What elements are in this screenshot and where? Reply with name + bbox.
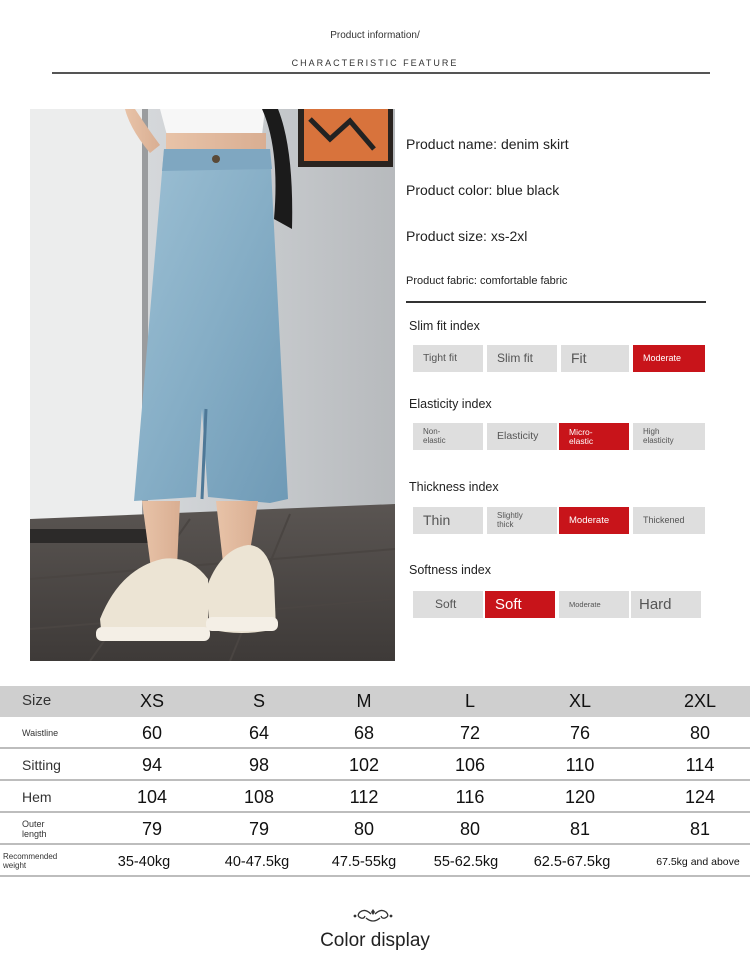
row-label: Hem xyxy=(22,788,52,805)
table-cell: 124 xyxy=(684,787,716,807)
scale-option: Tight fit xyxy=(413,345,483,372)
row-label: Sitting xyxy=(22,756,61,773)
row-label: Recommended weight xyxy=(3,851,58,870)
scale-option: Thin xyxy=(413,507,483,534)
table-cell: 94 xyxy=(141,755,163,775)
table-cell: 80 xyxy=(689,723,711,743)
header-divider xyxy=(52,72,710,74)
scale-option-selected: Micro- elastic xyxy=(559,423,629,450)
product-fabric: Product fabric: comfortable fabric xyxy=(406,275,568,287)
table-cell: 68 xyxy=(353,723,375,743)
table-cell: 79 xyxy=(141,819,163,839)
table-cell: 76 xyxy=(569,723,591,743)
info-divider xyxy=(406,301,706,303)
table-cell: 112 xyxy=(349,787,379,807)
table-cell: 104 xyxy=(136,787,168,807)
scale-option: Non- elastic xyxy=(413,423,483,450)
scale-option: High elasticity xyxy=(633,423,705,450)
thickness-index-title: Thickness index xyxy=(409,480,499,494)
table-row xyxy=(0,814,750,845)
table-cell: 40-47.5kg xyxy=(224,853,290,870)
flourish-ornament-icon xyxy=(352,906,394,924)
table-row xyxy=(0,846,750,877)
section-title: Product information/ xyxy=(330,30,420,41)
scale-option: Elasticity xyxy=(487,423,557,450)
table-cell: 116 xyxy=(455,787,485,807)
scale-option: Hard xyxy=(631,591,701,618)
color-display-title: Color display xyxy=(320,930,430,951)
table-cell: 80 xyxy=(353,819,375,839)
table-cell: 106 xyxy=(454,755,486,775)
product-name: Product name: denim skirt xyxy=(406,136,569,152)
row-label: Outer length xyxy=(22,818,47,839)
table-header-cell: XL xyxy=(568,691,592,711)
thickness-index-scale xyxy=(413,507,705,534)
softness-index-scale xyxy=(413,591,705,618)
table-cell: 80 xyxy=(459,819,481,839)
elasticity-index-scale xyxy=(413,423,705,450)
table-cell: 81 xyxy=(569,819,591,839)
table-cell: 55-62.5kg xyxy=(433,853,499,870)
table-header-cell: Size xyxy=(22,692,52,710)
table-cell: 79 xyxy=(248,819,270,839)
table-header-cell: S xyxy=(252,691,265,711)
table-row xyxy=(0,782,750,813)
table-header-cell: XS xyxy=(139,691,164,711)
slim-fit-index-title: Slim fit index xyxy=(409,319,480,333)
scale-option: Thickened xyxy=(633,507,705,534)
scale-option: Slightly thick xyxy=(487,507,557,534)
table-cell: 67.5kg and above xyxy=(656,855,740,868)
slim-fit-index-scale xyxy=(413,345,705,372)
product-color: Product color: blue black xyxy=(406,182,560,198)
table-cell: 35-40kg xyxy=(117,853,171,870)
softness-index-title: Softness index xyxy=(409,563,491,577)
table-cell: 64 xyxy=(248,723,270,743)
table-cell: 114 xyxy=(685,755,715,775)
table-header-cell: 2XL xyxy=(683,691,717,711)
table-cell: 108 xyxy=(243,787,275,807)
product-photo xyxy=(30,109,395,661)
table-header-row xyxy=(0,686,750,717)
scale-option: Slim fit xyxy=(487,345,557,372)
table-cell: 102 xyxy=(348,755,380,775)
scale-option: Fit xyxy=(561,345,629,372)
section-subtitle: CHARACTERISTIC FEATURE xyxy=(291,58,459,68)
table-header-cell: M xyxy=(356,691,372,711)
table-cell: 62.5-67.5kg xyxy=(533,853,611,870)
table-cell: 110 xyxy=(565,755,595,775)
elasticity-index-title: Elasticity index xyxy=(409,397,492,411)
scale-option-selected: Moderate xyxy=(633,345,705,372)
table-cell: 120 xyxy=(564,787,596,807)
table-cell: 98 xyxy=(248,755,270,775)
scale-option: Moderate xyxy=(559,591,629,618)
table-cell: 60 xyxy=(141,723,163,743)
scale-option-selected: Soft xyxy=(485,591,555,618)
table-row xyxy=(0,750,750,781)
table-header-cell: L xyxy=(464,691,475,711)
row-label: Waistline xyxy=(22,727,59,738)
table-cell: 47.5-55kg xyxy=(331,853,397,870)
table-cell: 72 xyxy=(459,723,481,743)
table-row xyxy=(0,718,750,749)
product-size: Product size: xs-2xl xyxy=(406,228,528,244)
scale-option: Soft xyxy=(413,591,483,618)
scale-option-selected: Moderate xyxy=(559,507,629,534)
table-cell: 81 xyxy=(689,819,711,839)
